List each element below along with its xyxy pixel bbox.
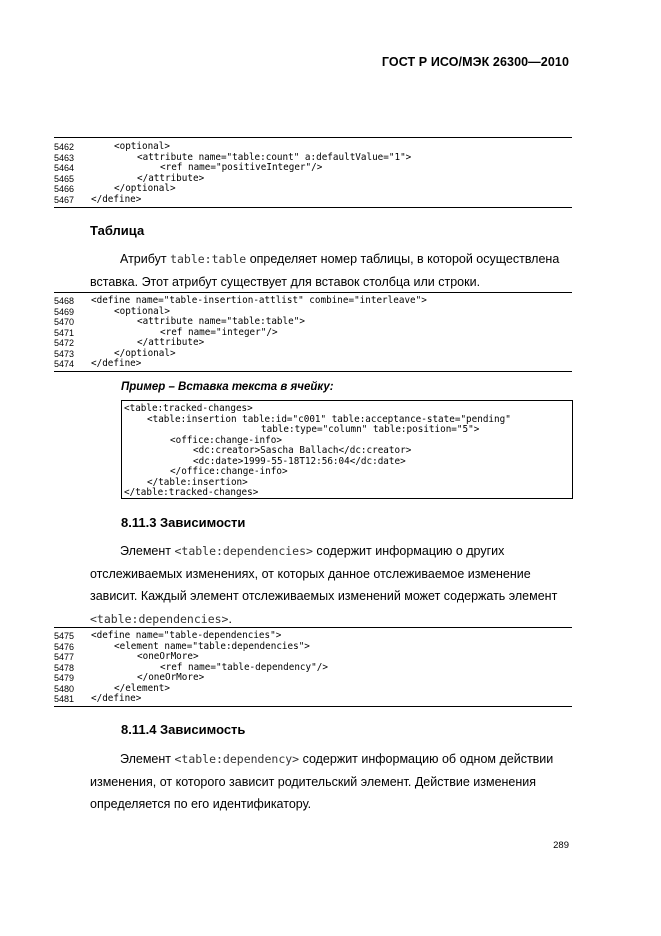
line-number: 5463 — [54, 152, 75, 163]
inline-code: table:table — [170, 252, 247, 266]
line-number: 5473 — [54, 348, 75, 359]
code-line — [54, 195, 572, 206]
code-line — [54, 359, 572, 370]
code-line — [54, 673, 572, 684]
example-line: <table:tracked-changes> — [124, 403, 253, 414]
code-text: </optional> — [114, 347, 176, 359]
line-number: 5465 — [54, 173, 75, 184]
line-number: 5475 — [54, 631, 75, 641]
example-line: <table:insertion table:id="c001" table:acceptance-state="pending" — [147, 413, 511, 425]
code-text: <define name="table-insertion-attlist" combine="interleave"> — [91, 295, 427, 306]
code-text: </attribute> — [137, 172, 205, 184]
code-line — [54, 307, 572, 318]
example-line: <dc:creator>Sascha Ballach</dc:creator> — [193, 445, 412, 456]
line-number: 5480 — [54, 683, 75, 694]
section-heading-dependencies: 8.11.3 Зависимости — [121, 515, 246, 530]
section-heading-dependency: 8.11.4 Зависимость — [121, 722, 246, 737]
code-line — [54, 328, 572, 339]
paragraph-table-attribute: Атрибут table:table определяет номер таблицы, в которой осуществлена вставка. Этот атрибут существует для вставок столбца или строки. — [90, 252, 560, 289]
section-heading-table: Таблица — [90, 223, 145, 238]
paragraph-dependency: Элемент <table:dependency> содержит информацию об одном действии изменения, от которого зависит родительский элемент. Действие изменения определяется по его идентификатору. — [90, 752, 554, 811]
code-line — [54, 663, 572, 674]
code-text: <ref name="integer"/> — [160, 326, 278, 338]
code-text: <define name="table-dependencies"> — [91, 630, 282, 641]
line-number: 5479 — [54, 673, 75, 683]
line-number: 5462 — [54, 142, 75, 152]
document-header: ГОСТ Р ИСО/МЭК 26300—2010 — [381, 55, 569, 69]
line-number: 5471 — [54, 327, 75, 338]
example-line: table:type="column" table:position="5"> — [261, 424, 480, 435]
code-text: <element name="table:dependencies"> — [114, 640, 310, 652]
code-text: </define> — [91, 693, 142, 704]
code-text: <optional> — [114, 305, 170, 317]
code-text: </oneOrMore> — [137, 672, 205, 683]
code-line — [54, 296, 572, 307]
code-block-1 — [54, 137, 572, 208]
line-number: 5472 — [54, 338, 75, 348]
code-text: <ref name="table-dependency"/> — [160, 661, 328, 673]
example-line: <dc:date>1999-55-18T12:56:04</dc:date> — [193, 455, 406, 467]
code-text: </define> — [91, 358, 142, 369]
example-line: </office:change-info> — [170, 466, 288, 477]
line-number: 5481 — [54, 694, 75, 704]
code-text: </optional> — [114, 183, 176, 194]
line-number: 5464 — [54, 163, 75, 173]
line-number: 5474 — [54, 359, 75, 369]
line-number: 5467 — [54, 194, 75, 205]
line-number: 5478 — [54, 662, 75, 673]
code-block-2 — [54, 292, 572, 372]
line-number: 5469 — [54, 306, 75, 317]
code-text: <ref name="positiveInteger"/> — [160, 162, 323, 173]
paragraph-dependencies: Элемент <table:dependencies> содержит информацию о других отслеживаемых изменениях, от которых данное отслеживаемое изменение зависит. Каждый элемент отслеживаемых изменений может содержать элемент <table:dependencies>. — [90, 544, 558, 626]
line-number: 5477 — [54, 652, 75, 662]
code-text: </attribute> — [137, 337, 205, 348]
code-text: <oneOrMore> — [137, 651, 199, 662]
inline-code: <table:dependencies> — [174, 544, 313, 558]
code-block-3 — [54, 627, 572, 707]
example-line: </table:tracked-changes> — [124, 487, 259, 498]
code-text: </define> — [91, 193, 142, 205]
example-line: </table:insertion> — [147, 476, 248, 488]
code-text: <optional> — [114, 141, 170, 152]
code-text: <attribute name="table:table"> — [137, 316, 305, 327]
code-line — [54, 338, 572, 349]
line-number: 5468 — [54, 296, 75, 306]
example-code-box — [121, 400, 573, 499]
code-line — [54, 142, 572, 153]
line-number: 5476 — [54, 641, 75, 652]
code-line — [54, 652, 572, 663]
code-line — [54, 317, 572, 328]
example-line: <office:change-info> — [170, 434, 282, 446]
line-number: 5466 — [54, 184, 75, 194]
code-text: </element> — [114, 682, 170, 694]
code-line — [54, 631, 572, 642]
line-number: 5470 — [54, 317, 75, 327]
example-title: Пример – Вставка текста в ячейку: — [121, 381, 334, 393]
code-line — [54, 184, 572, 195]
inline-code: <table:dependency> — [174, 752, 300, 766]
code-line — [54, 163, 572, 174]
page-number: 289 — [553, 840, 569, 851]
inline-code: <table:dependencies> — [90, 611, 229, 626]
code-text: <attribute name="table:count" a:defaultValue="1"> — [137, 151, 412, 163]
code-line — [54, 694, 572, 705]
code-line — [54, 642, 572, 653]
